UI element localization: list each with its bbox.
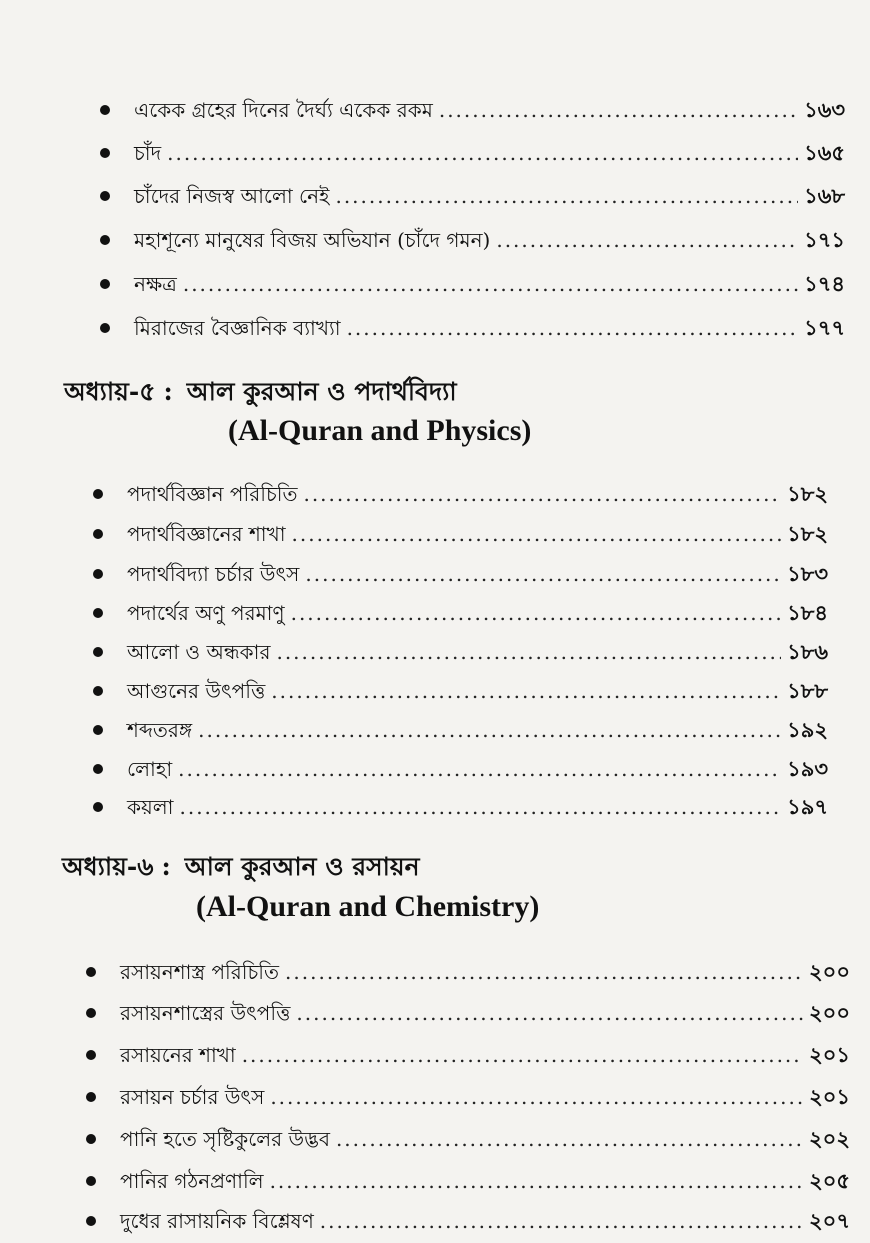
bullet-icon <box>100 279 110 289</box>
entry-title: শব্দতরঙ্গ <box>127 718 193 742</box>
toc-entry[interactable] <box>93 669 828 705</box>
dot-leader <box>271 677 781 705</box>
toc-entry[interactable] <box>100 218 845 254</box>
entry-page: ১৬৮ <box>804 183 845 208</box>
toc-entry[interactable] <box>93 512 828 548</box>
entry-title: রসায়নশাস্ত্র পরিচিতি <box>120 960 280 984</box>
bullet-icon <box>93 489 103 499</box>
entry-title: পদার্থের অণু পরমাণু <box>127 601 285 625</box>
chapter-5-title: আল কুরআন ও পদার্থবিদ্যা <box>186 377 457 406</box>
chapter-5-colon: : <box>163 377 173 406</box>
entry-title: পদার্থবিজ্ঞান পরিচিতি <box>127 482 298 506</box>
entry-page: ২০০ <box>809 1000 850 1025</box>
toc-entry[interactable] <box>86 1159 850 1195</box>
chapter-6-title: আল কুরআন ও রসায়ন <box>184 852 420 881</box>
dot-leader <box>496 226 798 254</box>
entry-page: ১৭৭ <box>804 315 845 340</box>
toc-entry[interactable] <box>86 1199 850 1235</box>
bullet-icon <box>100 235 110 245</box>
chapter-5-heading <box>64 372 457 415</box>
bullet-icon <box>93 802 103 812</box>
bullet-icon <box>93 608 103 618</box>
entry-title: লোহা <box>127 757 173 781</box>
dot-leader <box>296 999 803 1027</box>
bullet-icon <box>86 1008 96 1018</box>
bullet-icon <box>93 569 103 579</box>
dot-leader <box>292 520 782 548</box>
dot-leader <box>270 1083 803 1111</box>
chapter-5-label: অধ্যায়-৫ <box>64 377 156 406</box>
toc-entry[interactable] <box>86 1117 850 1153</box>
bullet-icon <box>86 1134 96 1144</box>
entry-page: ১৮৩ <box>787 561 828 586</box>
dot-leader <box>305 560 781 588</box>
bullet-icon <box>100 323 110 333</box>
bullet-icon <box>86 1216 96 1226</box>
entry-page: ১৬৫ <box>804 140 845 165</box>
entry-page: ১৮২ <box>787 521 828 546</box>
toc-entry[interactable] <box>93 785 828 821</box>
toc-entry[interactable] <box>86 1075 850 1111</box>
entry-page: ১৮২ <box>787 481 828 506</box>
entry-title: আগুনের উৎপত্তি <box>127 679 266 703</box>
dot-leader <box>439 96 798 124</box>
entry-page: ২০১ <box>809 1042 850 1067</box>
dot-leader <box>178 755 781 783</box>
entry-page: ১৯২ <box>787 717 828 742</box>
dot-leader <box>347 314 799 342</box>
entry-title: পানির গঠনপ্রণালি <box>120 1169 264 1193</box>
entry-page: ১৬৩ <box>804 97 845 122</box>
dot-leader <box>336 1125 803 1153</box>
toc-entry[interactable] <box>93 552 828 588</box>
chapter-6-heading <box>62 847 420 890</box>
bullet-icon <box>93 529 103 539</box>
bullet-icon <box>93 764 103 774</box>
dot-leader <box>291 599 782 627</box>
entry-title: মহাশূন্যে মানুষের বিজয় অভিযান (চাঁদে গমন) <box>134 228 491 252</box>
entry-page: ১৮৮ <box>787 678 828 703</box>
entry-title: পানি হতে সৃষ্টিকুলের উদ্ভব <box>120 1127 330 1151</box>
entry-page: ১৯৩ <box>787 756 828 781</box>
bullet-icon <box>93 647 103 657</box>
chapter-6-colon: : <box>161 852 171 881</box>
toc-entry[interactable] <box>100 262 845 298</box>
dot-leader <box>320 1207 803 1235</box>
entry-title: একেক গ্রহের দিনের দৈর্ঘ্য একেক রকম <box>134 98 433 122</box>
entry-page: ১৯৭ <box>787 794 828 819</box>
entry-title: নক্ষত্র <box>134 272 177 296</box>
entry-title: আলো ও অন্ধকার <box>127 640 271 664</box>
dot-leader <box>335 182 798 210</box>
entry-title: দুধের রাসায়নিক বিশ্লেষণ <box>120 1209 314 1233</box>
entry-page: ১৮৪ <box>787 600 828 625</box>
entry-title: রসায়নশাস্ত্রের উৎপত্তি <box>120 1001 291 1025</box>
toc-entry[interactable] <box>100 131 845 167</box>
chapter-6-english-title: (Al-Quran and Chemistry) <box>196 890 540 923</box>
entry-title: চাঁদ <box>134 141 162 165</box>
entry-page: ১৭১ <box>804 227 845 252</box>
entry-page: ২০৫ <box>809 1168 850 1193</box>
dot-leader <box>270 1167 803 1195</box>
toc-entry[interactable] <box>100 306 845 342</box>
toc-entry[interactable] <box>93 747 828 783</box>
entry-title: মিরাজের বৈজ্ঞানিক ব্যাখ্যা <box>134 316 341 340</box>
toc-entry[interactable] <box>86 1033 850 1069</box>
toc-entry[interactable] <box>93 472 828 508</box>
bullet-icon <box>93 686 103 696</box>
toc-entry[interactable] <box>93 708 828 744</box>
entry-title: রসায়ন চর্চার উৎস <box>120 1085 265 1109</box>
toc-entry[interactable] <box>86 950 850 986</box>
bullet-icon <box>100 148 110 158</box>
entry-page: ১৭৪ <box>804 271 845 296</box>
bullet-icon <box>86 967 96 977</box>
dot-leader <box>276 638 781 666</box>
dot-leader <box>179 793 781 821</box>
bullet-icon <box>93 725 103 735</box>
entry-page: ২০৭ <box>809 1208 850 1233</box>
bullet-icon <box>86 1050 96 1060</box>
entry-page: ২০২ <box>809 1126 850 1151</box>
entry-title: পদার্থবিজ্ঞানের শাখা <box>127 522 286 546</box>
entry-title: রসায়নের শাখা <box>120 1043 236 1067</box>
dot-leader <box>167 139 798 167</box>
entry-title: পদার্থবিদ্যা চর্চার উৎস <box>127 562 300 586</box>
chapter-6-label: অধ্যায়-৬ <box>62 852 154 881</box>
entry-page: ২০০ <box>809 959 850 984</box>
entry-title: চাঁদের নিজস্ব আলো নেই <box>134 184 330 208</box>
toc-entry[interactable] <box>86 991 850 1027</box>
dot-leader <box>198 716 781 744</box>
toc-entry[interactable] <box>100 174 845 210</box>
dot-leader <box>285 958 803 986</box>
bullet-icon <box>100 105 110 115</box>
dot-leader <box>303 480 781 508</box>
bullet-icon <box>86 1092 96 1102</box>
entry-page: ১৮৬ <box>787 639 828 664</box>
entry-page: ২০১ <box>809 1084 850 1109</box>
dot-leader <box>242 1041 803 1069</box>
toc-entry[interactable] <box>100 88 845 124</box>
dot-leader <box>183 270 798 298</box>
bullet-icon <box>100 191 110 201</box>
toc-entry[interactable] <box>93 591 828 627</box>
entry-title: কয়লা <box>127 795 174 819</box>
bullet-icon <box>86 1176 96 1186</box>
toc-entry[interactable] <box>93 630 828 666</box>
chapter-5-english-title: (Al-Quran and Physics) <box>228 414 532 447</box>
